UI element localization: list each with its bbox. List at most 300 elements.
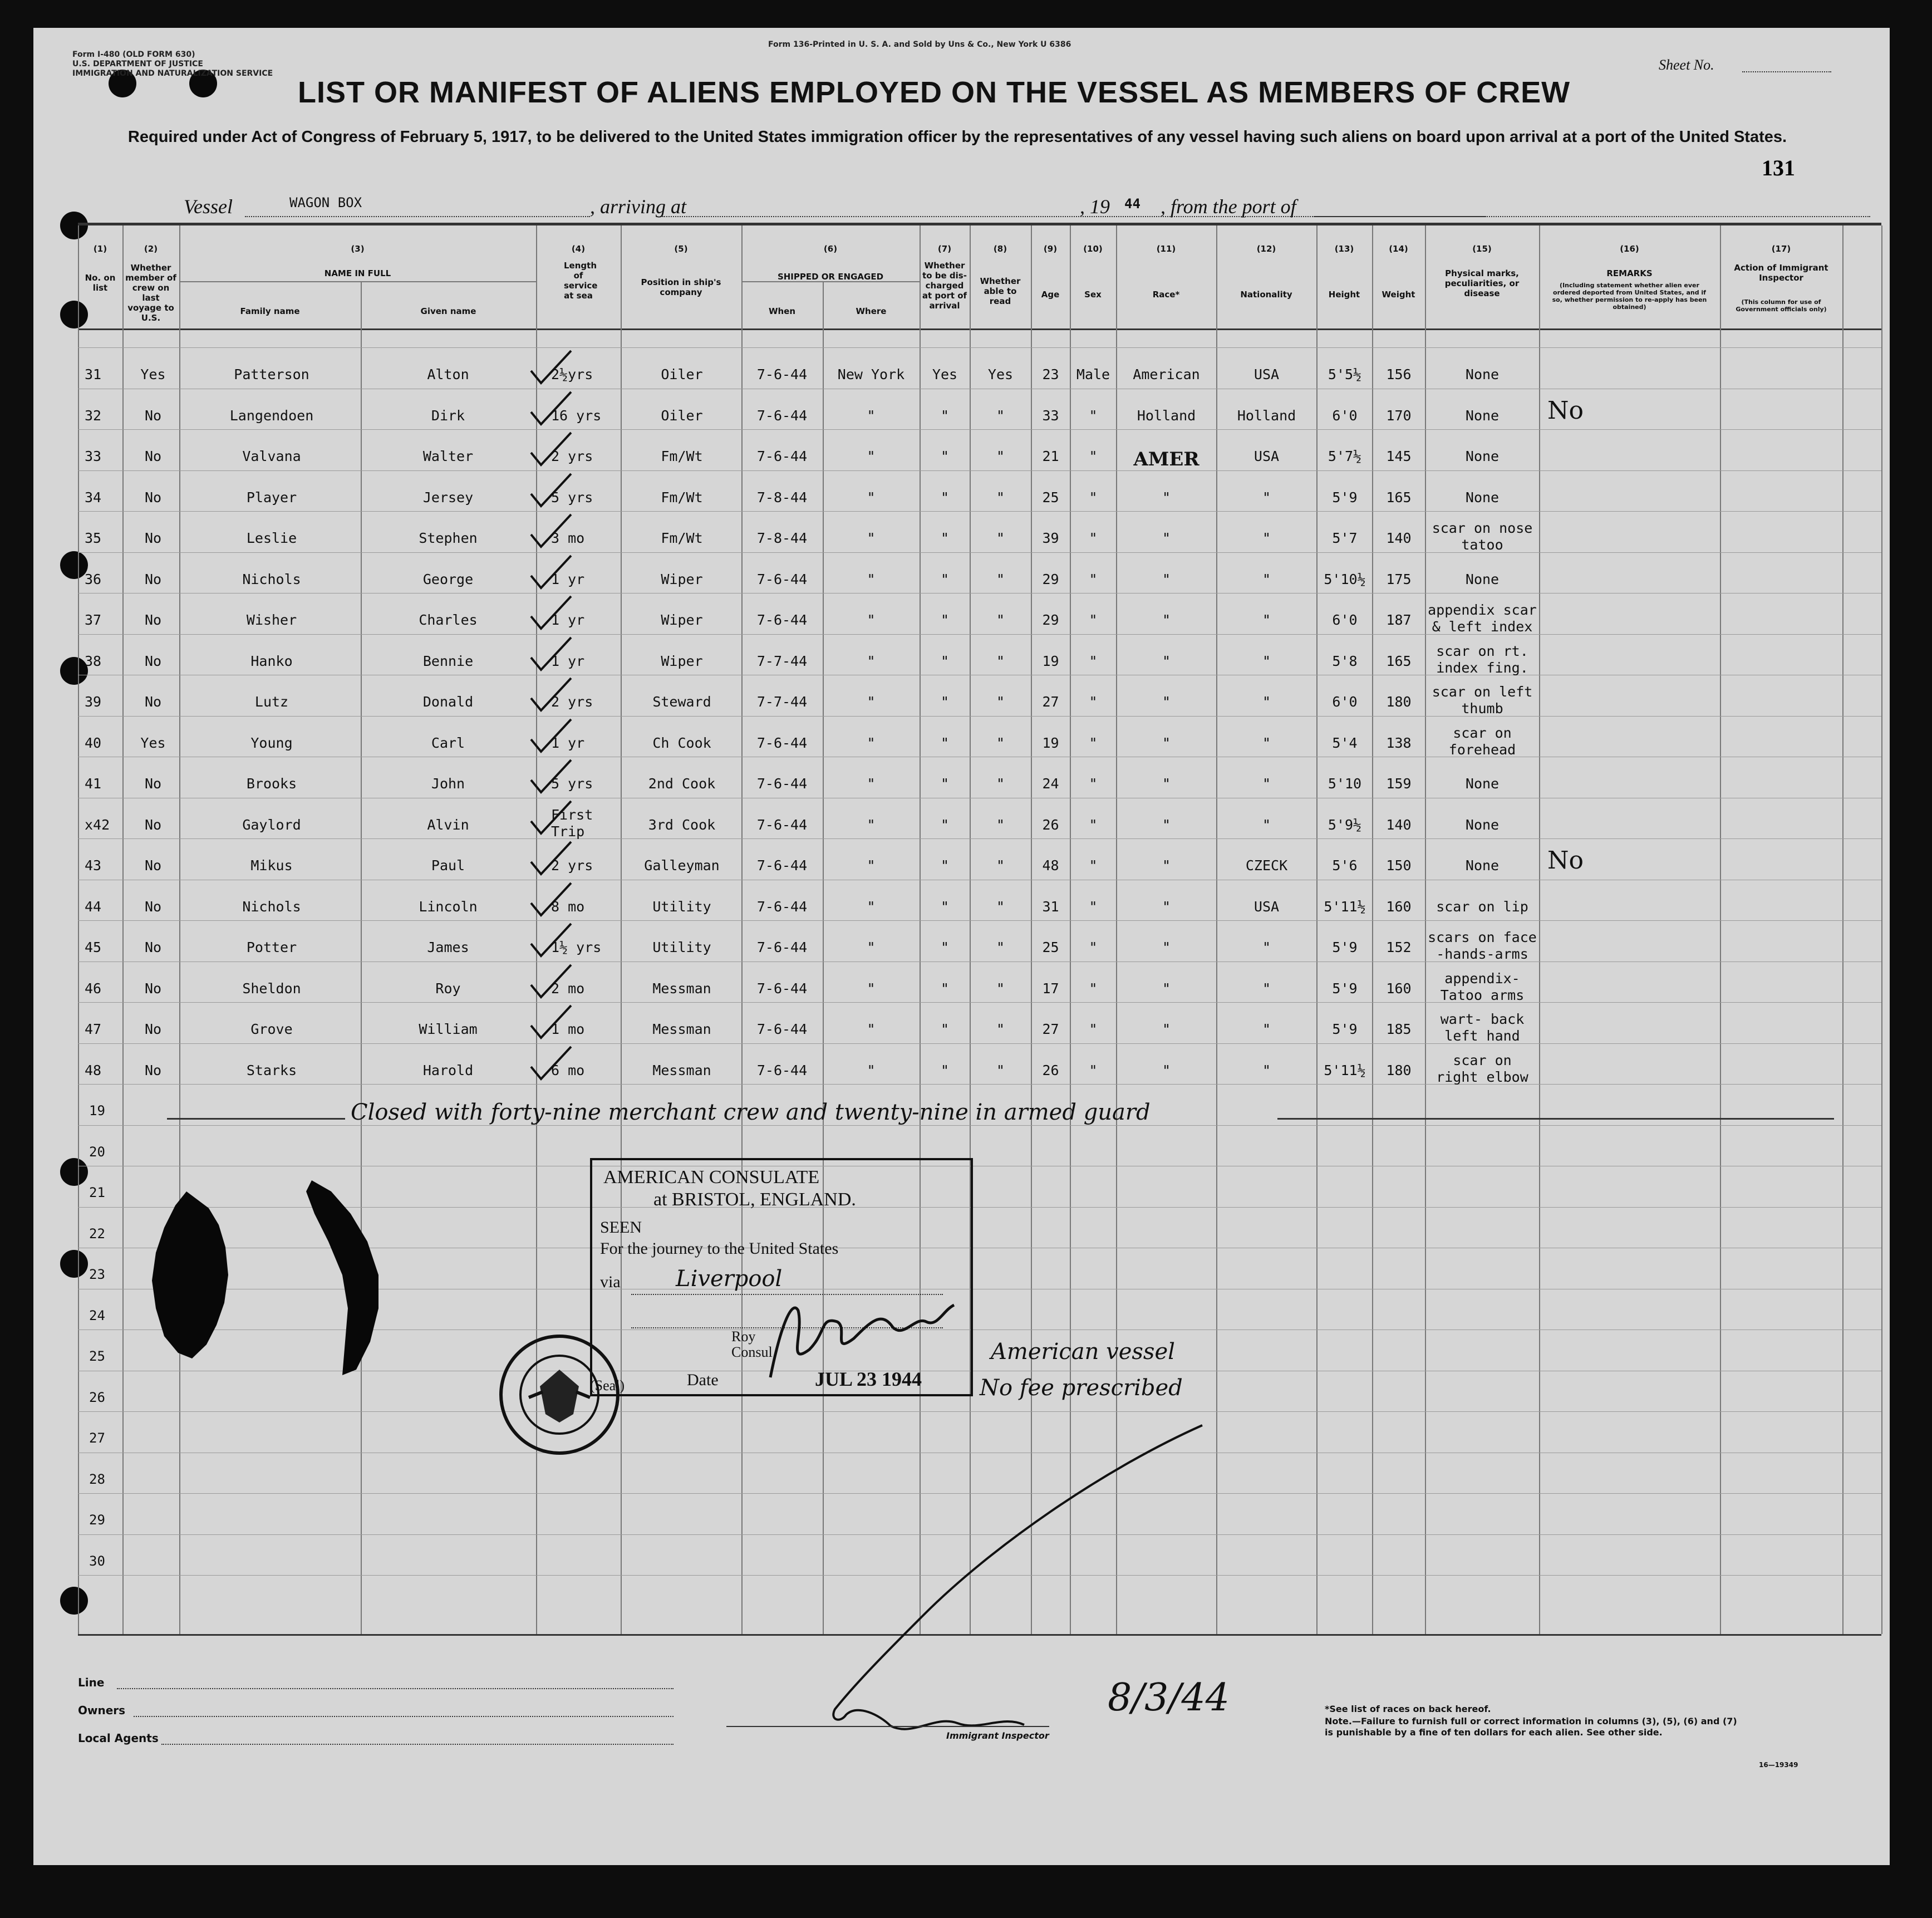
list-number-cell: 36: [85, 571, 102, 587]
weight-cell: 160: [1386, 898, 1412, 915]
length-of-service-cell: 3 mo: [551, 530, 585, 546]
header-position: Position in ship's company: [641, 277, 721, 297]
family-name-cell: Langendoen: [229, 407, 314, 424]
row-line: [78, 429, 1881, 430]
weight-cell: 140: [1386, 816, 1412, 833]
given-name-cell: John: [431, 776, 465, 792]
column-divider: [122, 225, 124, 1634]
physical-marks-cell: scar on forehead: [1448, 724, 1516, 758]
nationality-cell: ": [1262, 776, 1271, 792]
age-cell: 17: [1042, 980, 1059, 997]
weight-cell: 138: [1386, 734, 1412, 751]
last-voyage-cell: No: [144, 489, 162, 506]
footer-agents-field: [161, 1744, 674, 1745]
header-able-to-read: Whether able to read: [980, 276, 1021, 306]
check-mark-icon: [529, 349, 573, 387]
annotation-vessel: American vessel: [991, 1339, 1175, 1365]
family-name-cell: Young: [250, 734, 293, 751]
position-cell: Utility: [652, 939, 711, 955]
when-shipped-cell: 7-6-44: [756, 898, 808, 915]
height-cell: 5'9: [1332, 489, 1358, 506]
to-be-discharged-cell: ": [940, 530, 950, 546]
position-cell: Wiper: [661, 612, 703, 628]
position-cell: 3rd Cook: [648, 816, 716, 833]
nationality-cell: ": [1262, 653, 1271, 669]
where-shipped-cell: ": [867, 653, 876, 669]
nationality-cell: ": [1262, 1021, 1271, 1037]
vessel-name: WAGON BOX: [289, 195, 362, 210]
manifest-sheet: [33, 28, 1890, 1865]
closing-note: Closed with forty-nine merchant crew and twenty-nine in armed guard: [351, 1100, 1151, 1125]
form-id-block: [72, 50, 273, 79]
signature-date: 8/3/44: [1108, 1676, 1230, 1720]
weight-cell: 150: [1386, 857, 1412, 874]
column-number: (12): [1256, 244, 1276, 254]
list-number-cell: 32: [85, 407, 102, 424]
age-cell: 26: [1042, 1062, 1059, 1078]
race-cell: ": [1162, 1021, 1171, 1037]
weight-cell: 170: [1386, 407, 1412, 424]
list-number-cell: 34: [85, 489, 102, 506]
family-name-cell: Lutz: [254, 694, 289, 710]
column-number: (7): [937, 244, 952, 254]
physical-marks-cell: None: [1465, 857, 1500, 874]
weight-cell: 185: [1386, 1021, 1412, 1037]
race-cell: ": [1162, 898, 1171, 915]
race-cell: ": [1162, 694, 1171, 710]
empty-line-number: 21: [89, 1185, 105, 1200]
given-name-cell: James: [427, 939, 469, 955]
position-cell: Utility: [652, 898, 711, 915]
to-be-discharged-cell: ": [940, 489, 950, 506]
given-name-cell: William: [419, 1021, 478, 1037]
sex-cell: ": [1089, 694, 1098, 710]
family-name-cell: Nichols: [242, 571, 301, 587]
header-height: Height: [1328, 290, 1360, 300]
age-cell: 26: [1042, 816, 1059, 833]
height-cell: 5'8: [1332, 653, 1358, 669]
age-cell: 29: [1042, 571, 1059, 587]
last-voyage-cell: No: [144, 571, 162, 587]
when-shipped-cell: 7-6-44: [756, 816, 808, 833]
weight-cell: 187: [1386, 612, 1412, 628]
empty-line-number: 28: [89, 1471, 105, 1487]
header-family-name: Family name: [240, 306, 300, 316]
able-to-read-cell: Yes: [987, 366, 1014, 382]
where-shipped-cell: ": [867, 1062, 876, 1078]
column-divider: [1372, 225, 1373, 1634]
sex-cell: ": [1089, 776, 1098, 792]
form-id-line: Form I-480 (OLD FORM 630): [72, 50, 195, 59]
physical-marks-cell: scar on left thumb: [1432, 684, 1533, 717]
table-top-rule: [78, 223, 1881, 225]
footer-line-label: Line: [78, 1676, 105, 1689]
age-cell: 19: [1042, 653, 1059, 669]
footer-owners-field: [134, 1716, 674, 1717]
where-shipped-cell: ": [867, 407, 876, 424]
given-name-cell: George: [422, 571, 474, 587]
physical-marks-cell: None: [1465, 571, 1500, 587]
nationality-cell: ": [1262, 694, 1271, 710]
family-name-cell: Leslie: [246, 530, 297, 546]
able-to-read-cell: ": [996, 898, 1005, 915]
stamp-via-label: via: [600, 1273, 621, 1291]
check-mark-icon: [529, 676, 573, 715]
position-cell: Ch Cook: [652, 734, 711, 751]
empty-line-number: 23: [89, 1267, 105, 1282]
age-cell: 27: [1042, 1021, 1059, 1037]
row-line: [78, 511, 1881, 512]
length-of-service-cell: First Trip: [551, 806, 593, 840]
empty-line-number: 19: [89, 1103, 105, 1119]
last-voyage-cell: No: [144, 407, 162, 424]
row-line: [78, 470, 1881, 471]
nationality-cell: ": [1262, 571, 1271, 587]
check-mark-icon: [529, 963, 573, 1002]
row-line: [78, 347, 1881, 348]
list-number-cell: 41: [85, 776, 102, 792]
age-cell: 21: [1042, 448, 1059, 464]
race-cell: Holland: [1137, 407, 1196, 424]
where-shipped-cell: ": [867, 857, 876, 874]
age-cell: 33: [1042, 407, 1059, 424]
physical-marks-cell: None: [1465, 407, 1500, 424]
length-of-service-cell: 2 yrs: [551, 448, 593, 464]
physical-marks-cell: None: [1465, 366, 1500, 382]
header-race: Race*: [1152, 290, 1180, 300]
to-be-discharged-cell: ": [940, 898, 950, 915]
race-cell: ": [1162, 571, 1171, 587]
nationality-cell: Holland: [1237, 407, 1296, 424]
check-mark-icon: [529, 472, 573, 511]
from-port-label: , from the port of: [1161, 195, 1296, 218]
able-to-read-cell: ": [996, 939, 1005, 955]
position-cell: Fm/Wt: [661, 530, 703, 546]
header-last-voyage: Whether member of crew on last voyage to U.S.: [125, 263, 176, 323]
length-of-service-cell: 1 yr: [551, 734, 585, 751]
family-name-cell: Nichols: [242, 898, 301, 915]
family-name-cell: Hanko: [250, 653, 293, 669]
physical-marks-cell: appendix- Tatoo arms: [1440, 970, 1525, 1003]
nationality-cell: USA: [1253, 366, 1280, 382]
column-number: (5): [674, 244, 688, 254]
header-physical-marks: Physical marks, peculiarities, or disease: [1444, 268, 1520, 298]
physical-marks-cell: scar on lip: [1436, 898, 1528, 915]
last-voyage-cell: No: [144, 694, 162, 710]
last-voyage-cell: No: [144, 980, 162, 997]
form-id-line: IMMIGRATION AND NATURALIZATION SERVICE: [72, 69, 273, 78]
sex-cell: ": [1089, 653, 1098, 669]
from-port-field: [1314, 216, 1870, 217]
where-shipped-cell: ": [867, 898, 876, 915]
footer-inspector-label: Immigrant Inspector: [946, 1730, 1049, 1741]
able-to-read-cell: ": [996, 694, 1005, 710]
age-cell: 25: [1042, 939, 1059, 955]
sex-cell: ": [1089, 898, 1098, 915]
last-voyage-cell: No: [144, 530, 162, 546]
when-shipped-cell: 7-6-44: [756, 980, 808, 997]
column-number: (13): [1334, 244, 1354, 254]
footer-fine-note: Note.—Failure to furnish full or correct information in columns (3), (5), (6) and (7) is punishable by a fine of ten dollars for each alien. See other side.: [1325, 1716, 1737, 1738]
given-name-cell: Jersey: [422, 489, 474, 506]
wax-seal-mark: [148, 1186, 231, 1364]
given-name-cell: Lincoln: [419, 898, 478, 915]
row-line: [78, 716, 1881, 717]
able-to-read-cell: ": [996, 530, 1005, 546]
when-shipped-cell: 7-6-44: [756, 734, 808, 751]
able-to-read-cell: ": [996, 816, 1005, 833]
weight-cell: 175: [1386, 571, 1412, 587]
position-cell: Fm/Wt: [661, 448, 703, 464]
column-divider: [1881, 225, 1882, 1634]
height-cell: 5'11½: [1324, 898, 1366, 915]
nationality-cell: ": [1262, 612, 1271, 628]
when-shipped-cell: 7-6-44: [756, 407, 808, 424]
length-of-service-cell: 6 mo: [551, 1062, 585, 1078]
punch-hole: [60, 1587, 88, 1615]
age-cell: 27: [1042, 694, 1059, 710]
empty-line-number: 26: [89, 1389, 105, 1405]
check-mark-icon: [529, 390, 573, 429]
list-number-cell: 48: [85, 1062, 102, 1078]
nationality-cell: USA: [1253, 898, 1280, 915]
height-cell: 5'5½: [1328, 366, 1362, 382]
race-cell: ": [1162, 653, 1171, 669]
height-cell: 5'10: [1328, 776, 1362, 792]
stamp-consul-title: Consul: [731, 1344, 773, 1360]
column-number: (16): [1620, 244, 1639, 254]
to-be-discharged-cell: ": [940, 939, 950, 955]
where-shipped-cell: ": [867, 980, 876, 997]
weight-cell: 152: [1386, 939, 1412, 955]
position-cell: Oiler: [661, 407, 703, 424]
punch-hole: [60, 657, 88, 685]
weight-cell: 159: [1386, 776, 1412, 792]
length-of-service-cell: 16 yrs: [551, 407, 602, 424]
able-to-read-cell: ": [996, 612, 1005, 628]
page-title: LIST OR MANIFEST OF ALIENS EMPLOYED ON THE VESSEL AS MEMBERS OF CREW: [298, 76, 1571, 109]
nationality-cell: ": [1262, 1062, 1271, 1078]
header-shipped-or-engaged: SHIPPED OR ENGAGED: [777, 272, 884, 282]
race-cell: ": [1162, 939, 1171, 955]
where-shipped-cell: ": [867, 776, 876, 792]
where-shipped-cell: ": [867, 939, 876, 955]
physical-marks-cell: scar on rt. index fing.: [1436, 642, 1528, 676]
given-name-cell: Roy: [435, 980, 461, 997]
printer-line: Form 136-Printed in U. S. A. and Sold by Uns & Co., New York U 6386: [768, 40, 1071, 49]
able-to-read-cell: ": [996, 980, 1005, 997]
list-number-cell: 40: [85, 734, 102, 751]
length-of-service-cell: 1 mo: [551, 1021, 585, 1037]
nationality-cell: ": [1262, 816, 1271, 833]
physical-marks-cell: wart- back left hand: [1440, 1011, 1525, 1044]
given-name-cell: Harold: [422, 1062, 474, 1078]
sex-cell: ": [1089, 980, 1098, 997]
to-be-discharged-cell: ": [940, 1021, 950, 1037]
position-cell: Wiper: [661, 653, 703, 669]
column-divider: [1539, 225, 1540, 1634]
column-divider: [78, 225, 79, 1634]
empty-line-number: 25: [89, 1348, 105, 1364]
able-to-read-cell: ": [996, 734, 1005, 751]
header-inspector-action: Action of Immigrant Inspector: [1734, 263, 1828, 283]
where-shipped-cell: ": [867, 571, 876, 587]
given-name-cell: Charles: [419, 612, 478, 628]
list-number-cell: 45: [85, 939, 102, 955]
weight-cell: 165: [1386, 653, 1412, 669]
stamp-via-value: Liverpool: [676, 1266, 783, 1292]
header-weight: Weight: [1382, 290, 1415, 300]
nationality-cell: ": [1262, 734, 1271, 751]
stamp-consul-name: Roy: [731, 1328, 756, 1345]
to-be-discharged-cell: ": [940, 857, 950, 874]
position-cell: Messman: [652, 1062, 711, 1078]
weight-cell: 160: [1386, 980, 1412, 997]
nationality-cell: CZECK: [1245, 857, 1288, 874]
given-name-cell: Paul: [431, 857, 465, 874]
check-mark-icon: [529, 717, 573, 756]
row-line: [78, 1002, 1881, 1003]
nationality-cell: USA: [1253, 448, 1280, 464]
when-shipped-cell: 7-8-44: [756, 489, 808, 506]
position-cell: Galleyman: [644, 857, 720, 874]
age-cell: 23: [1042, 366, 1059, 382]
position-cell: Wiper: [661, 571, 703, 587]
column-divider: [179, 225, 180, 1634]
height-cell: 5'9: [1332, 1021, 1358, 1037]
check-mark-icon: [529, 594, 573, 633]
when-shipped-cell: 7-6-44: [756, 1062, 808, 1078]
given-name-cell: Alton: [427, 366, 469, 382]
physical-marks-cell: None: [1465, 489, 1500, 506]
height-cell: 6'0: [1332, 612, 1358, 628]
last-voyage-cell: No: [144, 448, 162, 464]
to-be-discharged-cell: ": [940, 407, 950, 424]
column-number: (14): [1389, 244, 1408, 254]
consul-signature: [759, 1288, 960, 1389]
race-cell: ": [1162, 612, 1171, 628]
where-shipped-cell: ": [867, 489, 876, 506]
length-of-service-cell: 2½yrs: [551, 366, 593, 382]
sex-cell: ": [1089, 530, 1098, 546]
last-voyage-cell: Yes: [140, 366, 166, 382]
row-line: [78, 1043, 1881, 1044]
weight-cell: 145: [1386, 448, 1412, 464]
header-discharged: Whether to be dis-charged at port of arrival: [922, 261, 967, 311]
family-name-cell: Gaylord: [242, 816, 301, 833]
when-shipped-cell: 7-7-44: [756, 694, 808, 710]
when-shipped-cell: 7-6-44: [756, 857, 808, 874]
to-be-discharged-cell: ": [940, 612, 950, 628]
column-number: (10): [1083, 244, 1103, 254]
given-name-cell: Donald: [422, 694, 474, 710]
closing-line-right: [1277, 1118, 1834, 1120]
height-cell: 5'7: [1332, 530, 1358, 546]
empty-line-number: 30: [89, 1553, 105, 1569]
nationality-cell: ": [1262, 939, 1271, 955]
column-number: (6): [823, 244, 838, 254]
length-of-service-cell: 8 mo: [551, 898, 585, 915]
footer-races-note: *See list of races on back hereof.: [1325, 1704, 1491, 1714]
where-shipped-cell: ": [867, 530, 876, 546]
column-divider: [1720, 225, 1721, 1634]
when-shipped-cell: 7-7-44: [756, 653, 808, 669]
list-number-cell: 46: [85, 980, 102, 997]
given-name-cell: Bennie: [422, 653, 474, 669]
column-number: (3): [351, 244, 365, 254]
weight-cell: 180: [1386, 694, 1412, 710]
race-cell: ": [1162, 857, 1171, 874]
height-cell: 5'4: [1332, 734, 1358, 751]
header-remarks-note: (Including statement whether alien ever ordered deported from United States, and if so, whether permission to re-apply has been obtained): [1552, 282, 1707, 311]
position-cell: Steward: [652, 694, 711, 710]
requirement-text: Required under Act of Congress of February 5, 1917, to be delivered to the United States immigration officer by the representatives of any vessel having such aliens on board upon arrival at a port of the United States.: [127, 128, 1787, 146]
to-be-discharged-cell: ": [940, 448, 950, 464]
empty-line-number: 22: [89, 1225, 105, 1242]
age-cell: 39: [1042, 530, 1059, 546]
last-voyage-cell: No: [144, 1062, 162, 1078]
punch-hole: [60, 301, 88, 328]
age-cell: 29: [1042, 612, 1059, 628]
list-number-cell: 35: [85, 530, 102, 546]
weight-cell: 180: [1386, 1062, 1412, 1078]
to-be-discharged-cell: ": [940, 694, 950, 710]
to-be-discharged-cell: ": [940, 980, 950, 997]
list-number-cell: 43: [85, 857, 102, 874]
last-voyage-cell: No: [144, 939, 162, 955]
sex-cell: ": [1089, 1021, 1098, 1037]
remarks-cell: No: [1547, 396, 1584, 425]
footer-form-code: 16—19349: [1759, 1761, 1798, 1769]
stamp-date-value: JUL 23 1944: [815, 1368, 922, 1390]
to-be-discharged-cell: ": [940, 776, 950, 792]
last-voyage-cell: No: [144, 776, 162, 792]
age-cell: 19: [1042, 734, 1059, 751]
list-number-cell: 44: [85, 898, 102, 915]
able-to-read-cell: ": [996, 571, 1005, 587]
header-where: Where: [856, 306, 887, 316]
given-name-cell: Dirk: [431, 407, 465, 424]
length-of-service-cell: 1 yr: [551, 612, 585, 628]
footer-line-field: [117, 1688, 674, 1689]
check-mark-icon: [529, 1003, 573, 1042]
position-cell: Messman: [652, 1021, 711, 1037]
family-name-cell: Grove: [250, 1021, 293, 1037]
age-cell: 48: [1042, 857, 1059, 874]
where-shipped-cell: ": [867, 816, 876, 833]
when-shipped-cell: 7-6-44: [756, 448, 808, 464]
length-of-service-cell: 5 yrs: [551, 776, 593, 792]
consulate-stamp: [590, 1158, 973, 1396]
stamp-journey: For the journey to the United States: [600, 1239, 839, 1258]
to-be-discharged-cell: Yes: [932, 366, 958, 382]
to-be-discharged-cell: ": [940, 653, 950, 669]
header-nationality: Nationality: [1240, 290, 1292, 300]
footer-agents-label: Local Agents: [78, 1731, 159, 1745]
height-cell: 6'0: [1332, 694, 1358, 710]
height-cell: 6'0: [1332, 407, 1358, 424]
race-cell: ": [1162, 489, 1171, 506]
weight-cell: 140: [1386, 530, 1412, 546]
subheader-rule: [179, 281, 536, 282]
age-cell: 24: [1042, 776, 1059, 792]
punch-hole: [60, 1158, 88, 1186]
sex-cell: ": [1089, 612, 1098, 628]
family-name-cell: Sheldon: [242, 980, 301, 997]
sex-cell: ": [1089, 857, 1098, 874]
punch-hole: [60, 551, 88, 579]
inspector-signature-line: [726, 1726, 1049, 1727]
